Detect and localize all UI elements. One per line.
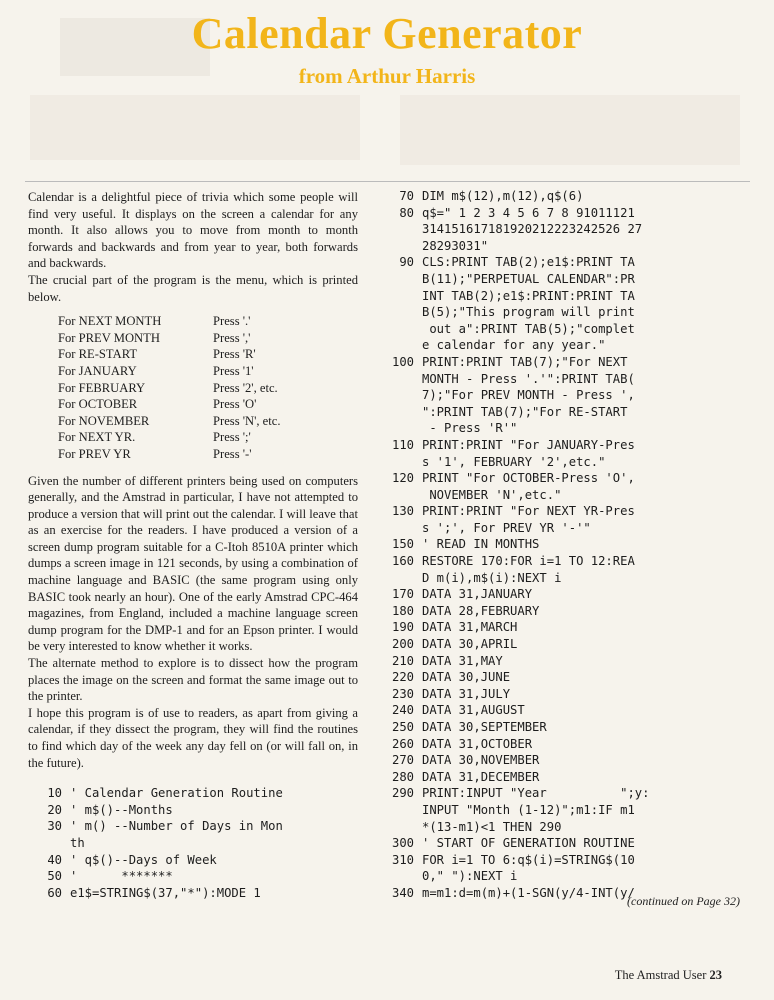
code-line <box>380 669 750 686</box>
page-footer <box>615 968 722 983</box>
line-number: 30 <box>47 819 62 834</box>
code-line <box>380 603 750 620</box>
line-text: DATA 30,NOVEMBER <box>422 753 540 768</box>
menu-key: Press '.' <box>213 314 251 329</box>
paragraph: Given the number of different printers being used on computers generally, and the Amstrad in particular, I have not attempted to produce a version that will print out the calendar. I will leave that as an exercise for the readers. I have produced a version of a screen dump program suitable for a C-Itoh 8510A printer which dumps a screen image in 121 seconds, by using a combination of machine language and BASIC (the same program using only BASIC took nearly an hour). One of the early Amstrad CPC-464 magazines, from England, included a machine language screen dump program for the DMP-1 and for an Epson printer. I would be very interested to know whether it works. <box>28 473 358 654</box>
code-line <box>380 752 750 769</box>
line-number <box>380 454 414 471</box>
line-number <box>380 387 414 404</box>
line-number: 280 <box>391 769 414 784</box>
article-title: Calendar Generator <box>191 9 583 58</box>
line-number <box>28 835 62 852</box>
code-line <box>380 802 750 819</box>
code-listing-right <box>380 188 750 902</box>
code-line <box>380 221 750 238</box>
line-number <box>380 304 414 321</box>
menu-key: Press 'O' <box>213 397 257 412</box>
code-line <box>28 868 358 885</box>
line-text: RESTORE 170:FOR i=1 TO 12:REA <box>422 554 635 569</box>
code-line <box>380 520 750 537</box>
menu-key: Press ',' <box>213 330 251 345</box>
code-listing-left <box>28 785 358 901</box>
code-line <box>380 238 750 255</box>
code-line <box>380 387 750 404</box>
menu-row <box>58 446 358 463</box>
code-line <box>28 818 358 835</box>
menu-action: For RE-START <box>58 347 138 362</box>
code-line <box>380 619 750 636</box>
line-number: 10 <box>47 786 62 801</box>
line-text: NOVEMBER 'N',etc." <box>422 487 562 502</box>
code-line <box>380 769 750 786</box>
line-text: ' Calendar Generation Routine <box>70 786 283 801</box>
menu-row <box>58 330 358 347</box>
line-number: 200 <box>391 637 414 652</box>
code-line <box>380 487 750 504</box>
line-text: ":PRINT TAB(7);"For RE-START <box>422 404 628 419</box>
menu-action: For NOVEMBER <box>58 413 150 428</box>
code-line <box>380 785 750 802</box>
line-number: 340 <box>391 885 414 900</box>
show-through-block <box>30 95 360 160</box>
publication-name: The Amstrad User <box>614 968 707 982</box>
line-text: *(13-m1)<1 THEN 290 <box>422 819 562 834</box>
code-line <box>380 420 750 437</box>
line-text: DATA 28,FEBRUARY <box>422 603 540 618</box>
code-line <box>380 835 750 852</box>
line-number <box>380 404 414 421</box>
menu-key: Press '2', etc. <box>213 380 278 395</box>
line-number: 70 <box>399 189 414 203</box>
line-number <box>380 238 414 255</box>
line-number <box>380 371 414 388</box>
menu-action: For FEBRUARY <box>58 380 146 395</box>
line-number <box>380 487 414 504</box>
code-line <box>380 454 750 471</box>
code-line <box>380 304 750 321</box>
line-number: 110 <box>391 437 414 452</box>
line-number: 180 <box>391 603 414 618</box>
code-line <box>380 719 750 736</box>
code-line <box>380 536 750 553</box>
line-number: 60 <box>47 885 62 900</box>
code-line <box>380 553 750 570</box>
line-text: B(11);"PERPETUAL CALENDAR":PR <box>422 271 635 286</box>
line-text: PRINT "For OCTOBER-Press 'O', <box>422 471 635 486</box>
menu-action: For OCTOBER <box>58 397 138 412</box>
line-text: DATA 31,AUGUST <box>422 703 525 718</box>
line-text: MONTH - Press '.'":PRINT TAB( <box>422 371 635 386</box>
menu-row <box>58 413 358 430</box>
code-line <box>28 885 358 902</box>
code-line <box>380 819 750 836</box>
code-line <box>380 404 750 421</box>
menu-row <box>58 363 358 380</box>
line-text: PRINT:PRINT "For NEXT YR-Pres <box>422 504 635 519</box>
line-number <box>380 570 414 587</box>
menu-action: For JANUARY <box>58 363 137 378</box>
line-text: DATA 31,JULY <box>422 686 511 701</box>
code-line <box>380 636 750 653</box>
line-number: 120 <box>391 471 414 486</box>
line-number <box>380 337 414 354</box>
line-text: DATA 31,MARCH <box>422 620 518 635</box>
code-line <box>380 254 750 271</box>
line-text: e calendar for any year." <box>422 338 606 353</box>
line-number: 80 <box>399 205 414 220</box>
body-text <box>28 473 358 772</box>
menu-row <box>58 346 358 363</box>
line-text: 7);"For PREV MONTH - Press ', <box>422 388 635 403</box>
paragraph: Calendar is a delightful piece of trivia which some people will find very useful. It displays on the screen a calendar for any month. It also allows you to move from month to month forwards and backwards and from year to year, both forwards and backwards. <box>28 190 358 271</box>
line-text: DATA 30,SEPTEMBER <box>422 720 547 734</box>
line-number: 170 <box>391 587 414 602</box>
menu-row <box>58 429 358 446</box>
menu-action: For NEXT MONTH <box>58 314 162 329</box>
line-text: DATA 31,MAY <box>422 653 503 668</box>
line-number <box>380 420 414 437</box>
line-text: s '1', FEBRUARY '2',etc." <box>422 454 606 469</box>
code-line <box>28 802 358 819</box>
line-text: D m(i),m$(i):NEXT i <box>422 570 562 585</box>
left-column <box>28 189 358 901</box>
line-number: 190 <box>391 620 414 635</box>
menu-row <box>58 396 358 413</box>
line-text: FOR i=1 TO 6:q$(i)=STRING$(10 <box>422 852 635 867</box>
code-line <box>380 437 750 454</box>
code-line <box>380 852 750 869</box>
code-line <box>380 868 750 885</box>
menu-action: For NEXT YR. <box>58 430 136 445</box>
code-line <box>380 503 750 520</box>
line-number: 20 <box>47 802 62 817</box>
menu-action: For PREV MONTH <box>58 330 160 345</box>
line-text: e1$=STRING$(37,"*"):MODE 1 <box>70 885 261 900</box>
line-number <box>380 321 414 338</box>
code-line <box>28 785 358 802</box>
code-line <box>380 586 750 603</box>
paragraph: The alternate method to explore is to dissect how the program places the image on the screen and format the same image out to the printer. <box>28 656 358 704</box>
line-text: ' m() --Number of Days in Mon <box>70 819 283 834</box>
menu-row <box>58 313 358 330</box>
code-line <box>380 271 750 288</box>
menu-key: Press '1' <box>213 363 254 378</box>
line-text: 0," "):NEXT i <box>422 869 518 884</box>
code-line <box>380 205 750 222</box>
line-number: 240 <box>391 703 414 718</box>
show-through-block <box>400 95 740 165</box>
line-text: 28293031" <box>422 238 489 253</box>
line-text: CLS:PRINT TAB(2);e1$:PRINT TA <box>422 255 635 270</box>
line-text: DATA 30,JUNE <box>422 670 511 685</box>
line-text: - Press 'R'" <box>422 421 518 436</box>
line-number: 300 <box>391 836 414 851</box>
menu-table <box>58 313 358 462</box>
menu-key: Press '-' <box>213 446 252 461</box>
line-text: PRINT:INPUT "Year ";y: <box>422 786 650 801</box>
line-text: PRINT:PRINT "For JANUARY-Pres <box>422 437 635 452</box>
header-divider <box>25 181 750 182</box>
line-text: ' ******* <box>70 869 173 884</box>
line-text: ' m$()--Months <box>70 802 173 817</box>
code-line <box>380 653 750 670</box>
line-text: ' READ IN MONTHS <box>422 537 540 552</box>
line-text: DATA 31,OCTOBER <box>422 736 533 751</box>
code-line <box>380 736 750 753</box>
line-number <box>380 271 414 288</box>
code-line <box>28 835 358 852</box>
code-line <box>380 686 750 703</box>
line-text: DIM m$(12),m(12),q$(6) <box>422 189 584 203</box>
line-text: m=m1:d=m(m)+(1-SGN(y/4-INT(y/ <box>422 885 635 900</box>
line-text: DATA 30,APRIL <box>422 637 518 652</box>
line-text: INPUT "Month (1-12)";m1:IF m1 <box>422 802 635 817</box>
menu-key: Press ';' <box>213 430 251 445</box>
line-text: s ';', For PREV YR '-'" <box>422 520 591 535</box>
code-line <box>380 321 750 338</box>
line-text: INT TAB(2);e1$:PRINT:PRINT TA <box>422 288 635 303</box>
line-number: 160 <box>391 554 414 569</box>
code-line <box>380 702 750 719</box>
line-text: PRINT:PRINT TAB(7);"For NEXT <box>422 354 628 369</box>
line-number <box>380 802 414 819</box>
code-line <box>380 371 750 388</box>
line-number: 270 <box>391 753 414 768</box>
line-text: ' q$()--Days of Week <box>70 852 217 867</box>
line-number: 40 <box>47 852 62 867</box>
line-number: 90 <box>399 255 414 270</box>
code-line <box>380 470 750 487</box>
line-number <box>380 221 414 238</box>
article-byline: from Arthur Harris <box>298 64 476 88</box>
line-number: 130 <box>391 504 414 519</box>
line-number: 210 <box>391 653 414 668</box>
line-number: 220 <box>391 670 414 685</box>
code-line <box>380 188 750 205</box>
paragraph: The crucial part of the program is the menu, which is printed below. <box>28 272 358 304</box>
intro-text <box>28 189 358 305</box>
line-number: 260 <box>391 736 414 751</box>
line-number: 230 <box>391 686 414 701</box>
line-text: ' START OF GENERATION ROUTINE <box>422 836 635 851</box>
menu-row <box>58 380 358 397</box>
line-number: 50 <box>47 869 62 884</box>
line-number <box>380 520 414 537</box>
line-number: 150 <box>391 537 414 552</box>
line-text: out a":PRINT TAB(5);"complet <box>422 321 635 336</box>
menu-key: Press 'N', etc. <box>213 413 281 428</box>
page-number: 23 <box>709 968 722 982</box>
line-text: th <box>70 835 85 850</box>
code-line <box>380 337 750 354</box>
menu-action: For PREV YR <box>58 446 131 461</box>
line-text: DATA 31,JANUARY <box>422 587 533 602</box>
paragraph: I hope this program is of use to readers, as apart from giving a calendar, if they dissect the program, they will find the routines to find which day of the week any day fell on (or will fall on, in the future). <box>28 705 358 770</box>
line-number <box>380 288 414 305</box>
continued-note: (continued on Page 32) <box>627 894 740 908</box>
code-line <box>380 570 750 587</box>
line-number <box>380 819 414 836</box>
line-number: 250 <box>391 720 414 734</box>
line-number: 290 <box>391 786 414 801</box>
line-text: q$=" 1 2 3 4 5 6 7 8 91011121 <box>422 205 635 220</box>
code-line <box>28 852 358 869</box>
code-line <box>380 354 750 371</box>
code-line <box>380 288 750 305</box>
line-number: 310 <box>391 852 414 867</box>
line-text: DATA 31,DECEMBER <box>422 769 540 784</box>
line-text: 314151617181920212223242526 27 <box>422 222 643 237</box>
line-text: B(5);"This program will print <box>422 305 635 320</box>
line-number: 100 <box>391 354 414 369</box>
menu-key: Press 'R' <box>213 347 256 362</box>
line-number <box>380 868 414 885</box>
